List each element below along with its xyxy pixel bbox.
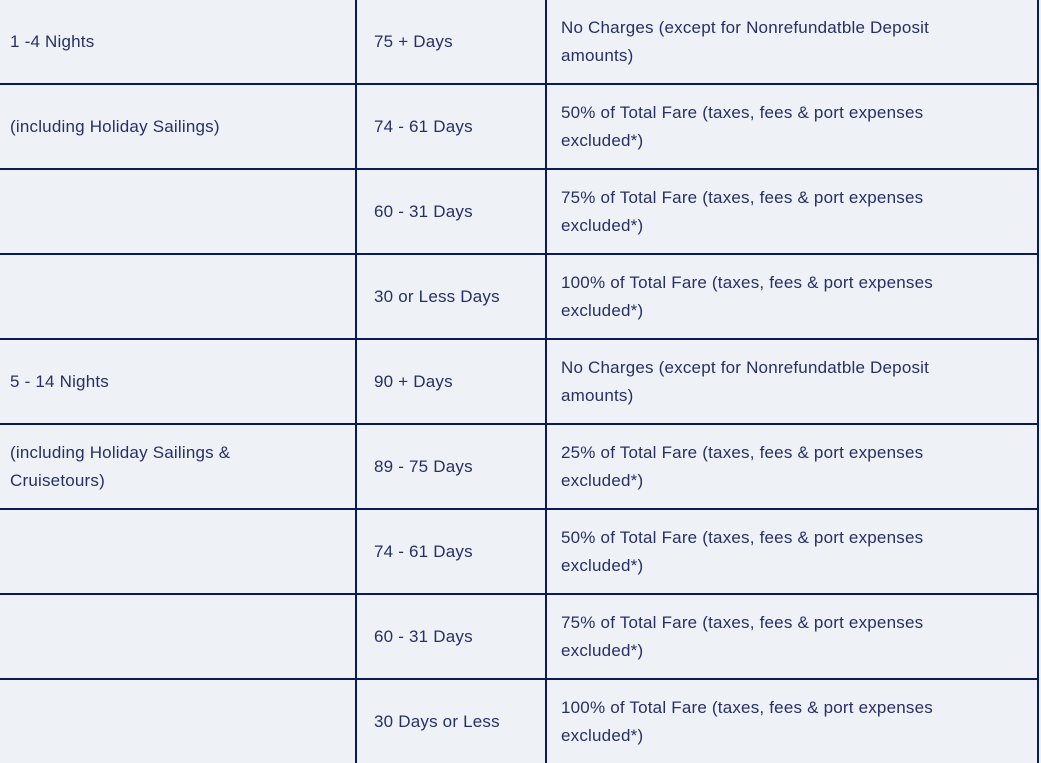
cell-cruise-length — [0, 680, 357, 763]
cell-charge — [547, 255, 1037, 338]
days-prior-text: 60 - 31 Days — [374, 626, 473, 646]
charge-text: 50% of Total Fare (taxes, fees & port expenses excluded*) — [561, 102, 924, 150]
cell-cruise-length — [0, 510, 357, 593]
cell-days-prior — [357, 255, 547, 338]
days-prior-text: 89 - 75 Days — [374, 456, 473, 476]
charge-text: 25% of Total Fare (taxes, fees & port expenses excluded*) — [561, 442, 924, 490]
cell-cruise-length — [0, 255, 357, 338]
table-row — [0, 255, 1037, 340]
cell-charge — [547, 340, 1037, 423]
table-row — [0, 85, 1037, 170]
cell-charge — [547, 0, 1037, 83]
cell-cruise-length — [0, 170, 357, 253]
table-row — [0, 680, 1037, 763]
charge-text: 100% of Total Fare (taxes, fees & port expenses excluded*) — [561, 272, 933, 320]
cruise-length-text: (including Holiday Sailings) — [10, 116, 220, 136]
cell-days-prior — [357, 85, 547, 168]
days-prior-text: 30 or Less Days — [374, 286, 500, 306]
cell-days-prior — [357, 170, 547, 253]
table-row — [0, 340, 1037, 425]
table-row — [0, 510, 1037, 595]
days-prior-text: 60 - 31 Days — [374, 201, 473, 221]
cell-cruise-length — [0, 340, 357, 423]
cell-charge — [547, 85, 1037, 168]
cell-cruise-length — [0, 85, 357, 168]
charge-text: 75% of Total Fare (taxes, fees & port expenses excluded*) — [561, 612, 924, 660]
charge-text: 50% of Total Fare (taxes, fees & port expenses excluded*) — [561, 527, 924, 575]
table-row — [0, 170, 1037, 255]
cell-charge — [547, 510, 1037, 593]
cell-cruise-length — [0, 425, 357, 508]
days-prior-text: 74 - 61 Days — [374, 116, 473, 136]
cell-cruise-length — [0, 595, 357, 678]
cell-days-prior — [357, 680, 547, 763]
cruise-length-text: 1 -4 Nights — [10, 31, 95, 51]
cell-charge — [547, 680, 1037, 763]
days-prior-text: 30 Days or Less — [374, 711, 500, 731]
cell-charge — [547, 170, 1037, 253]
table-row — [0, 425, 1037, 510]
cell-days-prior — [357, 0, 547, 83]
cruise-length-text: 5 - 14 Nights — [10, 371, 109, 391]
days-prior-text: 74 - 61 Days — [374, 541, 473, 561]
cruise-length-text: (including Holiday Sailings & Cruisetours) — [10, 442, 231, 490]
cell-cruise-length — [0, 0, 357, 83]
table-row — [0, 0, 1037, 85]
cell-charge — [547, 425, 1037, 508]
days-prior-text: 90 + Days — [374, 371, 453, 391]
cell-days-prior — [357, 510, 547, 593]
charge-text: 75% of Total Fare (taxes, fees & port expenses excluded*) — [561, 187, 924, 235]
charge-text: 100% of Total Fare (taxes, fees & port expenses excluded*) — [561, 697, 933, 745]
table-row — [0, 595, 1037, 680]
cell-days-prior — [357, 340, 547, 423]
cell-days-prior — [357, 425, 547, 508]
days-prior-text: 75 + Days — [374, 31, 453, 51]
cell-charge — [547, 595, 1037, 678]
cell-days-prior — [357, 595, 547, 678]
charge-text: No Charges (except for Nonrefundatble Deposit amounts) — [561, 357, 930, 405]
charge-text: No Charges (except for Nonrefundatble Deposit amounts) — [561, 17, 930, 65]
